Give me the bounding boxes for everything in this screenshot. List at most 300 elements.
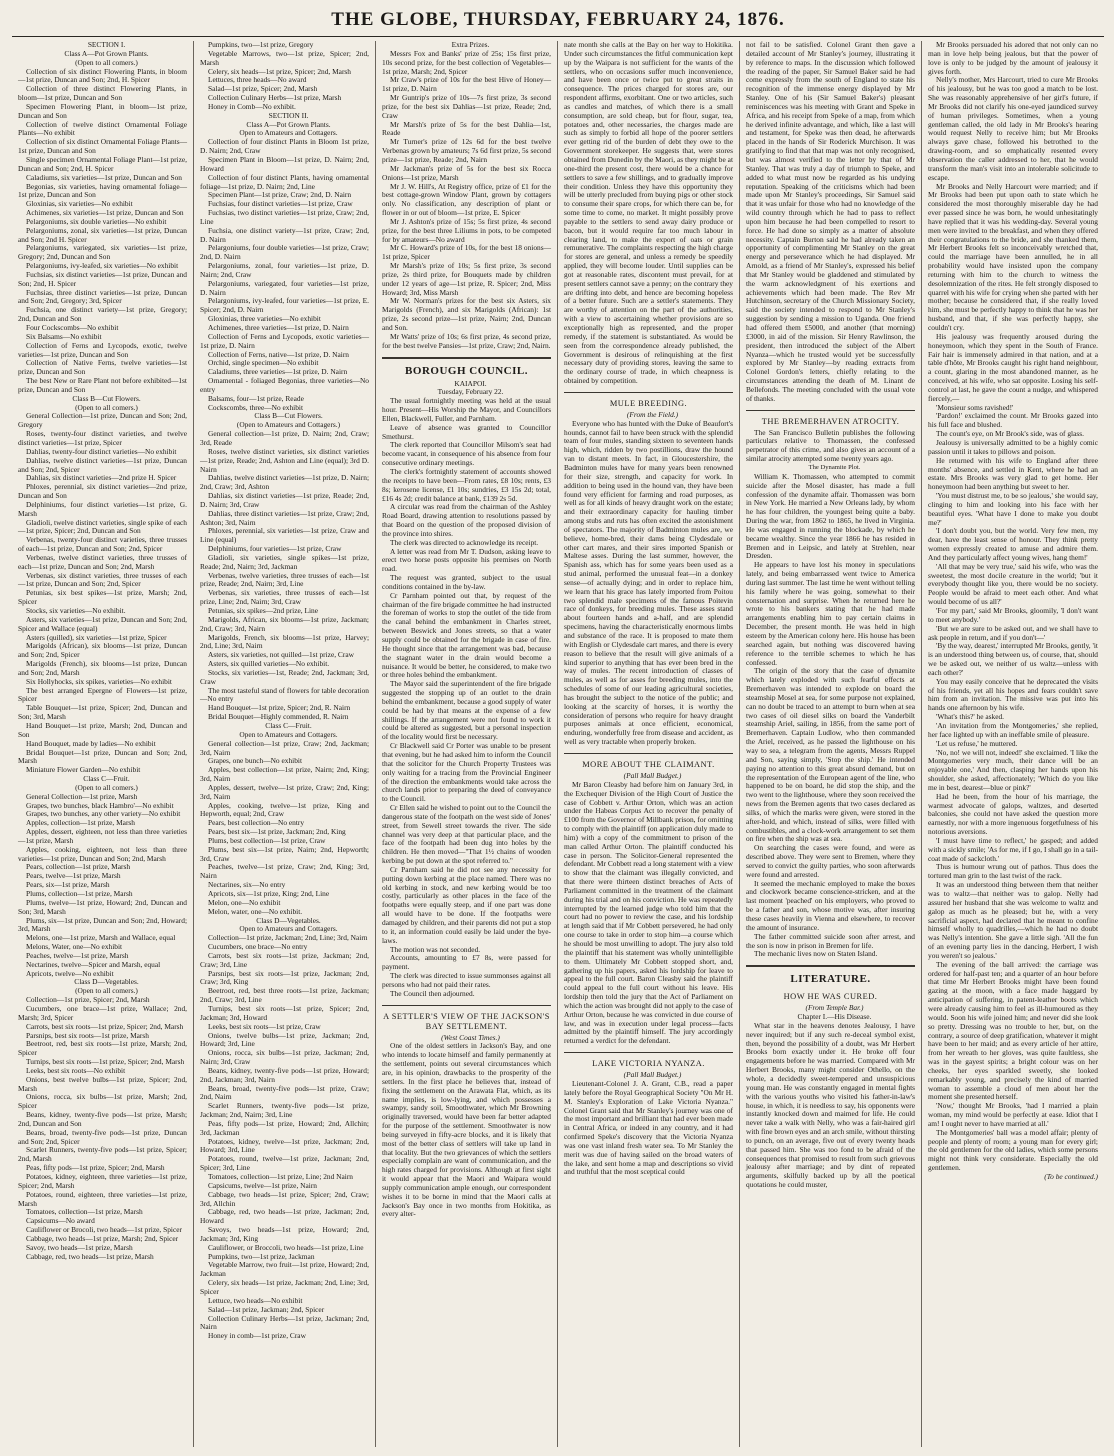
prize-list — [18, 68, 187, 395]
paragraph: Caladiums, three varieties—1st prize, D. Nairn — [208, 367, 348, 377]
article-source: (From the Field.) — [626, 409, 679, 419]
paragraph: Mr Marsh's prize of 10s; 5s first prize, 3s second prize, 2s third prize, for Bouquets made by children under 12 years of age—1st prize, R. Spicer; 2nd, Miss Howard; 3rd, Miss Marsh — [382, 261, 551, 297]
paragraph: Plums, collection—1st prize, Marsh — [26, 889, 133, 898]
class-heading: Class C—Fruit. — [83, 774, 130, 784]
paragraph: 'I don't doubt you, but the world. Very few men, my dear, have the least sense of honour. They think pretty women expressly created to amuse and admire them. And they particularly affect young wives, hang them!' — [928, 526, 1098, 562]
paragraph: Verbenas, six varieties, three trusses of each—1st prize, Line; 2nd, Nairn; 3rd, Craw — [200, 588, 369, 607]
paragraph: Pears, best six—1st prize, Jackman; 2nd, King — [208, 827, 346, 837]
section-headline: LITERATURE. — [790, 973, 871, 986]
paragraph: Asters, six varieties, not quilled—1st prize, Craw — [208, 650, 354, 660]
paragraph: Fuchsias, three distinct varieties—1st prize, Duncan and Son; 2nd, Gregory; 3rd, Spicer — [18, 287, 187, 306]
paragraph: Cr Parnham said he did not see any necessity for putting down kerbing at the place named. There was no old kerbing in stock, and new kerbing would be too costly, particularly as other places in the face of the footpaths were equally steep, and if one part was done all would have to be done. If the footpaths were damaged by children, and their parents did not put a stop to it, an information could easily be laid under the bye-laws. — [382, 864, 551, 945]
paragraph: 'Let us refuse,' he muttered. — [936, 738, 1018, 748]
paragraph: Jealousy is universally admitted to be a highly comic passion until it takes to pillows and poison. — [928, 437, 1098, 456]
paragraph: 'No, no! we will not, indeed!' she exclaimed. 'I like the Montgomeries very much, their dance will be an enjoyable one,' And then, clasping her hands upon his shoulder, she asked, affectionately; 'Which do you like me in best, dearest—blue or pink?' — [928, 747, 1098, 792]
paragraph: Specimen Plant—1st prize, Craw; 2nd, D. Nairn — [208, 190, 352, 200]
paragraph: Apples, best collection—1st prize, Nairn; 2nd, King; 3rd, Nairn — [200, 765, 369, 784]
paragraph: Nelly's mother, Mrs Harcourt, tried to cure Mr Brooks of his jealousy, but he was too good a match to be lost. She was reasonably apprehensive of her girl's future, if Mr Brooks did not clarify his one-eyed jaundiced survey of human privileges. Sometimes, when a young gentleman called, the old lady in Mr Brooks's hearing would request Nelly to receive him; but Mr Brooks always gave chase, followed his betrothed to the drawing-room, and so emphatically resented every observation the caller addressed to her, that he would transform the man's visit into an intolerable solicitude to escape. — [928, 75, 1098, 182]
paragraph: Pelargoniums, four double varieties—1st prize, Craw; 2nd, D. Nairn — [200, 243, 369, 262]
paragraph: 'All that may be very true,' said his wife, who was the sweetest, the most docile creature in the world; 'but it everybody thought like you, there would be no society. People would be afraid to meet each other. And what would become of us all?' — [928, 561, 1098, 607]
paragraph: Melons, one—1st prize, Marsh and Wallace, equal — [26, 933, 176, 943]
paragraph: Verbenas, twelve distinct varieties, three trusses of each—1st prize, Duncan and Son; 2nd, Marsh — [18, 552, 187, 571]
paragraph: Asters (quilled), six varieties—1st prize, Spicer — [26, 632, 167, 642]
paragraph: Potatoes, round, twelve—1st prize, Jackman; 2nd, Spicer; 3rd, Line — [200, 1154, 369, 1173]
paragraph: Pelargoniums, zonal, four varieties—1st prize, D. Nairn; 2nd, Craw — [200, 261, 369, 279]
paragraph: Beans, broad, twenty-five pods—1st prize, Duncan and Son; 2nd, Spicer — [18, 1127, 187, 1146]
paragraph: Four Cockscombs—No exhibit — [26, 323, 119, 332]
paragraph: General Collection—1st prize, Duncan and Son; 2nd, Gregory — [18, 411, 187, 430]
story-headline: HOW HE WAS CURED. — [783, 992, 878, 1002]
paragraph: Plums, twelve—1st prize, Howard; 2nd, Duncan and Son; 3rd, Marsh — [18, 897, 187, 916]
paragraph: Peaches, twelve—1st prize, Marsh — [26, 950, 129, 960]
paragraph: Orchid, single specimen—No exhibit — [208, 358, 319, 368]
paragraph: Mr Jackman's prize of 5s for the best six Rocca Onions—1st prize, Marsh — [382, 163, 551, 182]
paragraph: He returned with his wife to England after three months' absence, and settled in Kent, where he had an estate. Mrs Brooks was very glad to get home. Her honeymoon had been anything but sweet to her. — [928, 455, 1098, 492]
paragraph: Peaches, twelve—1st prize, Craw; 2nd, King; 3rd, Nairn — [200, 862, 369, 881]
paragraph: Turnips, best six roots—1st prize, Spicer; 2nd, Marsh — [26, 1057, 185, 1067]
paragraph: Asters, six varieties—1st prize, Duncan and Son; 2nd, Spicer and Wallace (equal) — [18, 614, 187, 633]
paragraph: Apples, collection—1st prize, Marsh — [26, 818, 135, 828]
class-note: (Open to Amateurs and Cottagers.) — [236, 420, 341, 430]
paragraph: Thus is humour wrung out of pathos. Thus does the tortured man grin to the last twist of the rack. — [928, 862, 1098, 881]
paragraph: Fuchsias, six distinct varieties—1st prize, Duncan and Son; 2nd, H. Spicer — [18, 269, 187, 288]
paragraph: 'For my part,' said Mr Brooks, gloomily, 'I don't want to meet anybody.' — [928, 606, 1098, 624]
paragraph: Specimen Flowering Plant, in bloom—1st prize, Duncan and Son — [18, 101, 187, 120]
paragraph: The clerk was directed to issue summonses against all persons who had not paid their rates. — [382, 971, 551, 989]
paragraph: Cr Blackwell said Cr Porter was unable to be present that evening, but he had asked him to inform the Council that the solicitor for the Church Property Trustees was only waiting for a tracing from the Provincial Engineer of the direction the embankments would take across the church lands prior to preparing the deed of conveyance to the Council. — [382, 741, 551, 804]
paragraph: Cauliflower or Brocoli, two heads—1st prize, Spicer — [26, 1225, 182, 1235]
paragraph: Plums, best six—1st prize, Nairn; 2nd, Hepworth; 3rd, Craw — [200, 844, 369, 863]
paragraph: The clerk's fortnightly statement of accounts showed the receipts to have been—From rates, £8 10s; rents, £3 8s; kerosene license, £1 10s; sundries, £3 15s 2d; total, £16 4s 2d; credit balance at bank, £139 2s 5d. — [382, 466, 551, 503]
paragraph: Leave of absence was granted to Councillor Smethurst. — [382, 422, 551, 441]
prize-list — [18, 412, 187, 775]
paragraph: Apples, cooking, twelve—1st prize, King and Hepworth, equal; 2nd, Craw — [200, 800, 369, 819]
paragraph: Marigolds, French, six blooms—1st prize, Harvey; 2nd, Line; 3rd, Nairn — [200, 632, 369, 651]
paragraph: The request was granted, subject to the usual conditions contained in the by-law. — [382, 573, 551, 591]
paragraph: Collection—1st prize, Jackman; 2nd, Line; 3rd, Nairn — [208, 933, 368, 943]
paragraph: Parsnips, best six roots—1st prize, Marsh — [26, 1030, 149, 1040]
paragraph: Mr Craw's prize of 10s for the best Hive of Honey—1st prize, D. Nairn — [382, 75, 551, 94]
class-note: Open to Amateurs and Cottagers. — [239, 128, 338, 138]
paragraph: Grapes, two bunches, any other variety—No exhibit — [26, 809, 181, 819]
paragraph: The clerk was directed to acknowledge its receipt. — [390, 537, 539, 547]
paragraph: Collection of Ferns and Lycopods, exotic, twelve varieties—1st prize, Duncan and Son — [18, 340, 187, 359]
paragraph: Melon, water, one—No exhibit. — [208, 906, 303, 916]
article-body — [382, 397, 551, 998]
prize-list — [18, 793, 187, 979]
paragraph: Pears, six—1st prize, Marsh — [26, 880, 110, 890]
class-note: Open to Amateurs and Cottagers. — [239, 729, 338, 739]
paragraph: 'By the way, dearest,' interrupted Mr Brooks, gently, 'it is an understood thing between us, of course, that, should we be asked out, we neither of us waltz—unless with each other?' — [928, 641, 1098, 677]
newspaper-page — [12, 6, 1104, 1450]
paragraph: The count's eye, on Mr Brook's side, was of glass. — [936, 429, 1084, 439]
paragraph: Plums, best collection—1st prize, Craw — [208, 835, 326, 845]
paragraph: Pelargoniums, variegated, four varieties—1st prize, D. Nairn — [200, 278, 369, 297]
paragraph: Apples, dessert, twelve—1st prize, Craw; 2nd, King; 3rd, Nairn — [200, 782, 369, 801]
paragraph: One of the oldest settlers in Jackson's Bay, and one who intends to locate himself and family permanently at the settlement, points out several circumstances which are, in his opinion, drawbacks to the prosperity of the settlers. In the first place he believes that, instead of fixing the settlement on the Arawata Flat, which, as its name implies, is low-lying, and which possesses a swampy, sandy soil, Smoothwater, which Mr Browning originally traversed, would have been far better adapted for the purpose of the settlement. Smoothwater is now being surveyed in fifty-acre blocks, and it is likely that most of the better class of settlers will take up land in that locality. But the two grievances of which the settlers especially complain are want of communication, and the high rates charged for provisions. Although at first sight it would appear that the Maori and Waipara would supply communication ample enough, our correspondent wishes it to be borne in mind that the Maori calls at Jackson's Bay once in two months from Hokitika, as every alter- — [382, 1041, 551, 1219]
paragraph: 'But we are sure to be asked out, and we shall have to ask people in return, and if you don't—' — [928, 623, 1098, 642]
class-heading: Class A—Pot Grown Plants. — [64, 48, 149, 58]
paragraph: Beans, kidney, twenty-five pods—1st prize, Marsh; 2nd, Duncan and Son — [18, 1110, 187, 1128]
prize-list — [200, 430, 369, 722]
paragraph: Six Hollyhocks, six spikes, varieties—No exhibit — [26, 676, 172, 686]
paragraph: Dahlias, twelve distinct varieties—1st prize, Duncan and Son; 2nd, Spicer — [18, 455, 187, 474]
paragraph: Dahlias, six distinct varieties—2nd prize H. Spicer — [26, 473, 177, 483]
dateline-place: KAIAPOI. — [454, 378, 487, 388]
article-headline: LAKE VICTORIA NYANZA. — [592, 1059, 705, 1069]
paragraph: Lettuces, three heads—No award — [208, 75, 307, 85]
paragraph: Mr Brooks persuaded his adored that not only can no man in love help being jealous, but that the power of love is only to be judged by the amount of jealousy it gives forth. — [928, 41, 1098, 76]
paragraph: Onions, twelve bulbs—1st prize, Jackman; 2nd, Howard; 3rd, Line — [200, 1030, 369, 1049]
paragraph: Hand Bouquet—1st prize, Spicer; 2nd, R. Nairn — [208, 703, 351, 713]
paragraph: Specimen Plant in Bloom—1st prize, D. Nairn; 2nd, Howard — [200, 154, 369, 173]
paragraph: Achimenes, six varieties—1st prize, Duncan and Son — [26, 208, 184, 218]
article-source: (West Coast Times.) — [441, 1032, 500, 1042]
article-rule — [564, 1052, 733, 1053]
article-body — [564, 781, 733, 1046]
paragraph: The motion was not seconded. — [390, 944, 481, 954]
paragraph: Single specimen Ornamental Foliage Plant—1st prize, Duncan and Son; 2nd, H. Spicer — [18, 154, 187, 173]
article-headline: MULE BREEDING. — [609, 398, 688, 408]
paragraph: Mr Brooks and Nelly Harcourt were married; and if Mr Brooks had been put upon oath to state which he considered the most thoroughly miserable day he had ever passed since he was born, he would unhesitatingly have replied that it was his wedding-day. Several young men were invited to the breakfast, and when they offered their congratulations to the bride, and she thanked them, Mr Herbert Brooks felt so inconceivably wretched that, could the marriage have been annulled, he in all probability would have insisted upon the company returning with him to the church to witness the desolemnization of the rites. He felt strongly disposed to quarrel with his wife for crying when she parted with her mother; because he considered that, if she really loved him, she must be perfectly happy to think that he was her husband, and that, if she was perfectly happy, she couldn't cry. — [928, 181, 1098, 332]
paragraph: Table Bouquet—1st prize, Spicer; 2nd, Duncan and Son; 3rd, Marsh — [18, 703, 187, 722]
paragraph: Gladioli, twelve distinct varieties, single spike of each—1st prize, Spicer; 2nd, Duncan and Son — [18, 517, 187, 536]
paragraph: Leeks, best six roots—No exhibit — [26, 1065, 126, 1075]
prize-list — [200, 138, 369, 412]
paragraph: Collection of twelve distinct Ornamental Foliage Plants—No exhibit — [18, 119, 187, 138]
paragraph: Achimenes, three varieties—1st prize, D. Nairn — [208, 323, 349, 332]
column-4 — [558, 41, 740, 1447]
paragraph: The best arranged Epergne of Flowers—1st prize, Spicer — [18, 685, 187, 704]
paragraph: Roses, twenty-four distinct varieties, and twelve distinct varieties—1st prize, Spicer — [18, 429, 187, 447]
paragraph: The Montgomeries' ball was a model affair; plenty of people and plenty of room; a young man for every girl; the old gentlemen for the old ladies, which some persons might not think very considerate. Especially the old gentlemen. — [928, 1127, 1098, 1173]
paragraph: Beans, kidney, twenty-five pods—1st prize, Howard; 2nd, Jackman; 3rd, Nairn — [200, 1065, 369, 1084]
paragraph: He appears to have lost his money in speculations lately, and being embarrassed went twice to America during last summer. The last time he went without telling his family where he was going, somewhat to their consternation and surprise. When he returned here he wrote to his bankers stating that he had made arrangements enabling him to pay certain claims in December, the present month. He was held in high esteem by the American colony here. His house has been searched again, but nothing was discovered having reference to the terrible schemes to which he has confessed. — [746, 560, 916, 667]
paragraph: 'Monsieur soms ravished!' — [936, 402, 1014, 412]
article-headline: BOROUGH COUNCIL. — [405, 364, 528, 377]
paragraph: Collection of four distinct Plants in Bloom 1st prize, D. Nairn; 2nd, Craw — [200, 137, 369, 156]
article-continuation: nate month she calls at the Bay on her way to Hokitika. Under such circumstances the fitful communication kept up by the Waipara is not sufficient for the wants of the settlers, who on occasions suffer much inconvenience, and have been once or twice put to great straits in consequence. The prices charged for stores are, our respondent affirms, exorbitant. One or two articles, such as candles and matches, of which there is a small consumption, are sold cheap, but for flour, sugar, tea, potatoes and, other necessaries, the charges made are such as simply to forbid all hope of the poorer settlers ever getting rid of the burden of debt they owe to the Government storekeeper. He suggests that, were stores obtained from Dunedin by the Maori, as they might be at one-third the present cost, there would be a chance for settlers to save a few shillings, and to gradually improve their condition. Unless they have this opportunity they will be utterly precluded from buying pigs or other stock to consume their spare crops, for which there can be, for some time to come, no market. It might possibly prove payable to the settlers to send away dairy produce or bacon, but it would require far too much labour in clearing land, to make the export of oats or grain remunerative. The complaints respecting the high charge for stores are general, and unless a remedy be speedily applied, they will become louder. Until supplies can be got at reasonable rates, discontent must prevail, for at present settlers cannot save a penny; on the contrary they are drifting into debt, and hence are becoming hopeless of a better future. Such are a settler's statements. They are worthy of attention on the part of the authorities, with a view to ascertaining whether provisions are so exceptionally high as represented, and the proper remedy, if the statement is substantiated. As would be seen from the correspondence already published, the Government is desirous of relinquishing at the first necessary duty of providing stores, leaving the same to the ordinary course of trade, in which cheapness is obtained by competition. — [564, 41, 733, 386]
paragraph: Pelargoniums, ivy-leafed, six varieties—No exhibit — [26, 261, 179, 271]
paragraph: Delphiniums, four varieties—1st prize, Craw — [208, 544, 342, 554]
article-rule — [564, 392, 733, 393]
paragraph: Scarlet Runners, twenty-five pods—1st prize, Jackman; 2nd, Nairn; 3rd, Line — [200, 1101, 369, 1120]
paragraph: Capsicums—No award — [26, 1216, 95, 1226]
dateline-date: Tuesday, February 22. — [437, 387, 504, 397]
article-rule — [382, 1005, 551, 1006]
article-source: (Pall Mall Budget.) — [623, 770, 682, 780]
paragraph: Dahlias, twelve distinct varieties—1st prize, D. Nairn; 2nd, Craw; 3rd, Ashton — [200, 473, 369, 492]
paragraph: It seemed the mechanic employed to make the boxes and clockwork became conscience-stricken, and at the last moment 'peached' on his employers, who proved to be a father and son, whose motive was, after insuring these cases heavily in Vienna and elsewhere, to recover the amount of insurance. — [746, 878, 915, 932]
paragraph: Mr Marsh's prize of 5s for the best Dahlia—1st, Reade — [382, 119, 551, 138]
paragraph: Pears, twelve—1st prize, Marsh — [26, 871, 121, 881]
paragraph: Mr J. Ashton's prize of 15s; 5s first prize, 4s second prize, for the best three Liliums in pots, to be competed for by amateurs—No award — [382, 216, 551, 244]
paragraph: Beans, broad, twenty-five pods—1st prize, Craw; 2nd, Nairn — [200, 1083, 369, 1102]
paragraph: Miniature Flower Garden—No exhibit — [26, 765, 141, 775]
paragraph: Fuchsia, one distinct variety—1st prize, Gregory; 2nd, Duncan and Son — [18, 305, 187, 324]
paragraph: Marigolds (African), six blooms—1st prize, Duncan and Son; 2nd, Spicer — [18, 641, 187, 660]
article-headline: MORE ABOUT THE CLAIMANT. — [582, 759, 715, 769]
paragraph: 'I must have time to reflect,' he gasped; and added with a sickly smile; 'As for me, if I go, I shall go in a tail-coat made of sackcloth.' — [928, 835, 1098, 863]
paragraph: A circular was read from the chairman of the Ashley Road Board, drawing attention to resolutions passed by that Board on the question of the proposed division of the province into shires. — [382, 502, 551, 538]
paragraph: Cucumbers, one brace—No entry — [208, 942, 308, 952]
article-body — [564, 1080, 733, 1177]
paragraph: Marigolds (French), six blooms—1st prize, Duncan and Son; 2nd, Marsh — [18, 659, 187, 677]
paragraph: Nectarines, six—No entry — [208, 880, 286, 890]
paragraph: Pears, collection—1st prize, Marsh — [26, 862, 131, 872]
paragraph: The Mayor said the superintendent of the fire brigade suggested the stopping up of an outlet to the drain behind the embankment, because a good supply of water could be had by that means at the expense of a few shillings. If the arrangement were not found to work it could be altered as suggested, but a personal inspection of the locality would first be necessary. — [382, 679, 551, 742]
paragraph: Ornamental - foliaged Begonias, three varieties—No entry — [200, 376, 369, 394]
paragraph: Turnips, best six roots—1st prize, Spicer; 2nd, Jackman; 3rd, Howard — [200, 1003, 369, 1022]
class-heading: Class B—Cut Flowers. — [72, 393, 141, 403]
paragraph: Hand Bouquet, made by ladies—No exhibit — [26, 738, 156, 748]
paragraph: Bridal Bouquet—1st prize, Duncan and Son; 2nd, Marsh — [18, 747, 187, 766]
paragraph: Gladioli, six varieties, single spikes—1st prize, Reade; 2nd, Nairn; 3rd, Jackman — [200, 552, 369, 571]
paragraph: Fuchsias, four distinct varieties—1st prize, Craw — [208, 199, 353, 209]
paragraph: The most tasteful stand of flowers for table decoration—No entry — [200, 685, 369, 704]
paragraph: Cabbage, red, two heads—1st prize, Marsh — [26, 1251, 154, 1261]
paragraph: Everyone who has hunted with the Duke of Beaufort's hounds, cannot fail to have been struck with the splendid team of four mules, standing sixteen to seventeen hands high, which, ridden by two postillions, draw the hound van to distant meets. In fact, in Gloucestershire, the Badminton mules have for many years been renowned for their size, strength, and capacity for work. In addition to being used in the hound van, they have been found very efficient for farming and road purposes, as well as for all kinds of heavy draught work on the estate; and their extraordinary capacity for hauling timber among stubs and ruts has often excited the astonishment of spectators. The majority of Badminton mules are, we believe, home-bred, their dams being Clydesdale or other cart mares, and their sires imported Spanish or Maltese asses. During the last summer, however, the Spanish ass, which has for some years been used as a stud animal, performed the unusual feat—in a donkey sense—of actually dying; and in order to replace him, we learn that his grace has lately imported from Poitou two splendid male specimens of the famous Poitevin race of donkeys, for breeding mules. These asses stand about fourteen hands and a-half, and are splendid specimens, having the characteristically enormous limbs and substance of the race. It is proposed to mate them with English or Clydesdale cart mares, and there is every reason to believe that the result will give animals of a kind superior to anything that has ever been bred in the way of mules. The recent introduction of classes of mules, as well as for asses for breeding mules, into the schedules of some of our leading agricultural societies, has brought the subject to the notice of the public; and looking at the scarcity of horses, it is worthy the consideration of persons who require for heavy draught purposes animals at once efficient, economical, enduring, wonderfully free from disease and accident, as well as very tractable when properly broken. — [564, 418, 733, 747]
prize-list — [18, 996, 187, 1261]
class-note: (Open to all comers.) — [75, 986, 138, 996]
paragraph: Collection Culinary Herbs—1st prize, Jackman; 2nd, Nairn — [200, 1313, 369, 1332]
article-rule — [564, 753, 733, 754]
paragraph: General Collection—1st prize, Marsh — [26, 791, 138, 801]
article-body — [564, 420, 733, 747]
paragraph: Salad—1st prize, Jackman; 2nd, Spicer — [208, 1304, 325, 1314]
article-source: (From Temple Bar.) — [805, 1003, 864, 1013]
paragraph: Mr C. Howard's prize of 10s, for the best 18 onions—1st prize, Spicer — [382, 243, 551, 262]
paragraph: Dahlias, six distinct varieties—1st prize, Reade; 2nd, D. Nairn; 3rd, Craw — [200, 491, 369, 509]
paragraph: Apricots, six—1st prize, King; 2nd, Line — [208, 889, 330, 898]
paragraph: Melons, Water, one—No exhibit — [26, 942, 123, 952]
paragraph: Honey in comb—1st prize, Craw — [208, 1331, 306, 1341]
paragraph: Cauliflower, or Broccoli, two heads—1st prize, Line — [208, 1242, 364, 1252]
paragraph: The mechanic lives now on Staten Island. — [754, 949, 878, 959]
paragraph: 'Now,' thought Mr Brooks, 'had I married a plain woman, my mind would be perfectly at ease. Idiot that I am! I ought never to have married at all.' — [928, 1101, 1098, 1128]
article-body — [382, 1042, 551, 1219]
paragraph: Apricots, twelve—No exhibit — [26, 968, 114, 978]
paragraph: Pumpkins, two—1st prize, Jackman — [208, 1251, 315, 1261]
paragraph: Delphiniums, four distinct varieties—1st prize, G. Marsh — [18, 499, 187, 518]
extra-prizes-heading: Extra Prizes. — [451, 41, 490, 49]
paragraph: Salad—1st prize, Spicer; 2nd, Marsh — [208, 84, 318, 94]
paragraph: William K. Thomassen, who attempted to commit suicide after the Mosel disaster, has made a full confession of the dynamite affair. Thomassen was born in New York. He married a New Orleans lady, by whom he has four children, the youngest being quite a baby. During the war, from 1862 to 1865, he lived in Virginia. He was engaged in running the blockade, by which he became wealthy. Since the year 1866 he has resided in Bremen and in Leipsic, and lately at Strehlen, near Dresden. — [746, 471, 915, 561]
paragraph: 'Pardon!' exclaimed the count. Mr Brooks gazed into his full face and blushed. — [928, 411, 1098, 430]
paragraph: Bridal Bouquet—Highly commended, R. Nairn — [208, 712, 349, 722]
article-body — [746, 473, 915, 959]
paragraph: Apples, cooking, eighteen, not less than three varieties—1st prize, Duncan and Son; 2nd, Marsh — [18, 844, 187, 863]
paragraph: Savoys, two heads—1st prize, Howard; 2nd, Jackman; 3rd, King — [200, 1225, 369, 1243]
paragraph: Mr Turner's prize of 12s 6d for the best twelve Verbenas grown by amateurs; 7s 6d first prize, 5s second prize—1st prize, Reade; 2nd, Nairn — [382, 137, 551, 164]
masthead: THE GLOBE, THURSDAY, FEBRUARY 24, 1876. — [331, 9, 785, 30]
paragraph: Melon, one—No exhibit — [208, 897, 281, 907]
paragraph: Collection of Ferns, native—1st prize, D. Nairn — [208, 349, 350, 359]
paragraph: Collection of six distinct Ornamental Foliage Plants—1st prize, Duncan and Son — [18, 137, 187, 156]
paragraph: Caladiums, six varieties—1st prize, Duncan and Son — [26, 172, 182, 182]
paragraph: Cucumbers, one brace—1st prize, Wallace; 2nd, Marsh; 3rd, Spicer — [18, 1003, 187, 1022]
paragraph: Collection of four distinct Plants, having ornamental foliage—1st prize, D. Nairn; 2nd, Line — [200, 172, 369, 191]
paragraph: Marigolds, African, six blooms—1st prize, Jackman; 2nd, Craw; 3rd, Nairn — [200, 614, 369, 633]
paragraph: Pears, best collection—No entry — [208, 818, 305, 828]
columns — [12, 41, 1104, 1447]
paragraph: Had he been, from the hour of his marriage, the warmest advocate of galops, waltzes, and deserted balconies, she could not have asked the question more earnestly, nor with a more ingenuous forgetfulness of his notorious aversions. — [928, 791, 1098, 837]
article-source: (Pall Mall Budget.) — [623, 1070, 682, 1080]
paragraph: Lieutenant-Colonel J. A. Grant, C.B., read a paper lately before the Royal Geographical Society "On Mr H. M. Stanley's Exploration of Lake Victoria Nyanza." Colonel Grant said that Mr Stanley's journey was one of the most important and brilliant that had ever been made in Central Africa, or indeed in any country, and it had confirmed Speke's discovery that the Victoria Nyanza was one vast inland fresh water sea. To Mr Stanley the merit was due of having sailed on the broad waters of the lake, and sent home a map and descriptions so vivid and truthful that the most sceptical could — [564, 1078, 733, 1177]
class-heading: Class B—Cut Flowers. — [254, 411, 323, 421]
article-body — [746, 1022, 915, 1190]
paragraph: The San Francisco Bulletin publishes the following particulars relative to Thomassen, the confessed perpetrator of this crime, and also gives an account of a similar atrocity attempted some twenty years ago. — [746, 427, 915, 464]
paragraph: Verbenas, six distinct varieties, three trusses of each—1st prize, Duncan and Son; 2nd, Spicer — [18, 570, 187, 589]
paragraph: Celery, six heads—1st prize, Spicer; 2nd, Marsh — [208, 66, 351, 76]
paragraph: Beetroot, red, best three roots—1st prize, Jackman; 2nd, Craw; 3rd, Line — [200, 986, 369, 1005]
paragraph: Begonias, six varieties, having ornamental foliage—1st prize, Duncan and Son — [18, 181, 187, 200]
paragraph: Nectarines, twelve—Spicer and Marsh, equal — [26, 959, 161, 969]
article-rule — [746, 410, 915, 411]
paragraph: Cockscombs, three—No exhibit — [208, 402, 304, 412]
paragraph: Petunias, six best spikes—1st prize, Marsh; 2nd, Spicer — [18, 588, 187, 607]
article-headline: THE BREMERHAVEN ATROCITY. — [761, 416, 900, 426]
paragraph: The origin of the story that the case of dynamite which lately exploded with such fearful effects at Bremerhaven was intended to explode on board the steamship Mosel at sea, for some purpose not explained, can no doubt be traced to an attempt to burn when at sea two cases of oil diesel silks on board the Vanderbilt steamship Ariel, sailing, in 1856, from the same port of Bremerhaven. Captain Ludlow, who then commanded the Ariel, received, as he passed the lighthouse on his way to sea, a telegram from the agents, Messrs Ruppel and Son, saying simply, 'Stop the ship.' He intended paying no attention to this great absurd demand, but on the representation of the European agent of the line, who happened to be on board, he did stop the ship, and the two went to the lighthouse, where they soon received the news from the Bremen agents that two cases declared as silks, of which the marks were given, were stored in the after-hold, and which, instead of silks, were filled with combustibles, and a clock-work arrangement to set them on fire when the ship was at sea. — [746, 666, 915, 844]
column-1 — [12, 41, 194, 1447]
paragraph: Potatoes, kidney, eighteen, three varieties—1st prize, Spicer; 2nd, Marsh — [18, 1172, 187, 1190]
paragraph: You may easily conceive that he deprecated the visits of his friends, yet all his hopes and fears couldn't save him from an invitation. The missive was put into his hands one afternoon by his wife. — [928, 676, 1098, 713]
paragraph: Asters, six quilled varieties—No exhibit. — [208, 659, 330, 669]
class-note: Open to Amateurs and Cottagers. — [239, 924, 338, 934]
paragraph: The best New or Rare Plant not before exhibited—1st prize, Duncan and Son — [18, 376, 187, 394]
prize-list — [200, 934, 369, 1341]
paragraph: Collection of six distinct Flowering Plants, in bloom—1st prize, Duncan and Son; 2nd, H. Spicer — [18, 66, 187, 85]
paragraph: His jealousy was frequently aroused during the honeymoon, which they spent in the South of France. Fair hair is immensely admired in that nation, and at a table d'hôte, Mr Brooks caught his right hand neighbour, a count, glaring in the most abandoned manner, as he conceived, at his wife, who sat opposite. Losing his self-control at last, he gave the count a nudge, and whispered fiercely,— — [928, 331, 1098, 403]
class-heading: Class D—Vegetables. — [256, 915, 321, 925]
paragraph: Potatoes, kidney, twelve—1st prize, Jackman; 2nd, Howard; 3rd, Line — [200, 1136, 369, 1155]
paragraph: The father committed suicide soon after arrest, and the son is now in prison in Bremen for life. — [746, 931, 915, 950]
paragraph: Grapes, one bunch—No exhibit — [208, 756, 303, 766]
paragraph: Mr Watts' prize of 10s; 6s first prize, 4s second prize, for the best twelve Pansies—1st prize, Craw; 2nd, Nairn. — [382, 331, 551, 350]
paragraph: Verbenas, twelve varieties, three trusses of each—1st prize, Reade; 2nd, Nairn; 3rd, Line — [200, 570, 369, 589]
paragraph: Pelargoniums, variegated, six varieties—1st prize, Gregory; 2nd, Duncan and Son — [18, 243, 187, 262]
column-5 — [740, 41, 922, 1447]
paragraph: Gloxinias, six varieties—No exhibit — [26, 199, 133, 209]
prize-list — [200, 41, 369, 112]
paragraph: Verbenas, twenty-four distinct varieties, three trusses of each—1st prize, Duncan and Son; 2nd, Spicer — [18, 535, 187, 554]
class-heading: Class A—Pot Grown Plants. — [246, 119, 331, 129]
paragraph: 'You must distrust me, to be so jealous,' she would say, clinging to him and looking into his face with her beautiful eyes. 'What have I done to make you doubt me?' — [928, 491, 1098, 527]
class-note: (Open to all comers.) — [75, 57, 138, 67]
paragraph: Onions, best twelve bulbs—1st prize, Spicer; 2nd, Marsh — [18, 1074, 187, 1093]
paragraph: Grapes, two bunches, black Hambro'—No exhibit — [26, 800, 174, 810]
paragraph: Honey in Comb—No exhibit. — [208, 101, 296, 111]
paragraph: Phloxes, perennial, six varieties—1st prize, Craw and Line (equal) — [200, 526, 369, 545]
paragraph: Fuchsias, two distinct varieties—1st prize, Craw; 2nd, Line — [200, 208, 369, 226]
paragraph: Peas, fifty pods—1st prize, Spicer; 2nd, Marsh — [26, 1163, 165, 1173]
paragraph: A letter was read from Mr T. Dudson, asking leave to erect two horse posts opposite his premises on North road. — [382, 546, 551, 574]
paragraph: Pelargoniums, ivy-leafed, four varieties—1st prize, E. Spicer; 2nd, D. Nairn — [200, 296, 369, 315]
paragraph: Carrots, best six roots—1st prize, Jackman; 2nd, Craw; 3rd, Line — [200, 950, 369, 969]
paragraph: Capsicums, twelve—1st prize, Nairn — [208, 1180, 317, 1190]
paragraph: Collection of three distinct Flowering Plants, in bloom—1st prize, Duncan and Son — [18, 84, 187, 103]
paragraph: Vegetable Marrow, two fruit—1st prize, Howard; 2nd, Jackman — [200, 1260, 369, 1279]
paragraph: Vegetable Marrows, two—1st prize, Spicer; 2nd, Marsh — [200, 48, 369, 67]
paragraph: Phloxes, perennial, six distinct varieties—2nd prize, Duncan and Son — [18, 482, 187, 501]
section-heading: SECTION I. — [87, 41, 126, 49]
paragraph: Scarlet Runners, twenty-five pods—1st prize, Spicer; 2nd, Marsh — [18, 1145, 187, 1164]
paragraph: What star in the heavens denotes Jealousy, I have never inquired; but if any such re-deceal symbol exist, then, beyond the possibility of a doubt, was Mr Herbert Brooks born exactly under it. He broke off four engagements before he was married. Compared with Mr Herbert Brooks, many might consider Othello, on the whole, a decidedly sweet-tempered and unsuspicious young man. He was constantly engaged in mental fights with the various youths who visited his father-in-law's house, in which, it is needless to say, his opponents were instantly knocked down and maimed for life. He could never take a walk with Nelly, who was a fair-haired girl with fine brown eyes and an arch smile, without thirsting to punch, on an average, five out of every twenty heads that passed him. She was too fond to be afraid of the consequences that promised to result from such grievous jealousy after marriage; and by dint of repeated arguments, skilfully backed up by all the poetical quotations he could muster, — [746, 1020, 915, 1190]
paragraph: Mr Baron Cleasby had before him on January 3rd, in the Exchequer Division of the High Court of Justice the case of Cobbett v. Arthur Orton, which was an action under the Habeas Corpus Act to recover the penalty of £100 from the Governor of Millbank prison, for omitting to comply with the plaintiff (on application duly made to him) with a copy of the commitment to prison of the man called Arthur Orton. The plaintiff conducted his case in person. The Solicitor-General represented the defendant. Mr Cobbett read a long statement with a view to show that the claimant was illegally convicted, and that there were thirteen distinct breaches of Acts of Parliament committed in the treatment of the claimant during his trial and on his conviction. He was repeatedly interrupted by the learned judge who told him that the court had no power to review the case, and his lordship at length said that if Mr Cobbett persevered, he had only one course to take in order to stop him—a course which he should be most unwilling to adopt. The jury also told the plaintiff that his statement was wholly unintelligible to them. Ultimately Mr Cobbett stopped short, and, gathering up his papers, asked his lordship for leave to appeal to the full court. Baron Cleasby said the plaintiff could appeal to the full court without his leave. His lordship then told the jury that the Act of Parliament on which the action was brought did not apply to the case of Arthur Orton, because he was convicted in due course of law, and was in execution under legal process—facts admitted by the plaintiff himself. The jury accordingly returned a verdict for the defendant. — [564, 779, 733, 1046]
paragraph: The clerk reported that Councillor Milsom's seat had become vacant, in consequence of his absence from four consecutive ordinary meetings. — [382, 440, 551, 468]
class-heading: Class D—Vegetables. — [74, 977, 139, 987]
prize-list — [200, 740, 369, 917]
article-body — [746, 429, 915, 464]
paragraph: Dahlias, twenty-four distinct varieties—No exhibit — [26, 446, 177, 456]
paragraph: Plums, six—1st prize, Duncan and Son; 2nd, Howard; 3rd, Marsh — [18, 915, 187, 934]
chapter-heading: Chapter I.—His Disease. — [797, 1012, 872, 1022]
paragraph: Mr Guntrip's prize of 10s—7s first prize, 3s second prize, for the best six Dahlias—1st prize, Reade; 2nd, Craw — [382, 93, 551, 120]
paragraph: Balsams, four—1st prize, Reade — [208, 393, 304, 403]
paragraph: The Council then adjourned. — [390, 988, 475, 998]
paragraph: Onions, rocca, six bulbs—1st prize, Jackman; 2nd, Nairn; 3rd, Craw — [200, 1048, 369, 1067]
paragraph: On searching the cases were found, and were as described above. They were sent to Bremen, where they served to convict the guilty parties, who soon afterwards were found and arrested. — [746, 843, 915, 879]
paragraph: Potatoes, round, eighteen, three varieties—1st prize, Marsh — [18, 1189, 187, 1208]
paragraph: Collection of Native Ferns, twelve varieties—1st prize, Duncan and Son — [18, 358, 187, 377]
article-continuation: not fail to be satisfied. Colonel Grant then gave a detailed account of Mr Stanley's journey, illustrating it by reference to maps. In the discussion which followed the reading of the paper, Sir Samuel Baker said he had come expressly from the south of England to state his recognition of the immense energy displayed by Mr Stanley. One of his (Sir Samuel Baker's) pleasant reminiscences was his meeting with Grant and Speke in Africa, and his receipt from Speke of a map, from which he derived infinite advantage, and which, like a last will and testament, for Speke was then dead, he afterwards placed in the hands of Sir Roderick Murchison. It was gratifying to find that that map was not only recognised, but was almost verified to the letter by that of Mr Stanley. That was truly a day of triumph to Speke, and added to what must now be regarded as his undying reputation. Speaking of the criticisms which had been made upon Mr Stanley's proceedings, Sir Samuel said that it was unfair for those who had no knowledge of the wild country through which he had to pass to reflect upon him because he had been compelled to resort to force. He had done so simply as a matter of absolute necessity. Captain Burton said he had already taken an opportunity of complimenting Mr Stanley on the great energy and perseverance which he had displayed. Mr Arnold, as a friend of Mr Stanley's, expressed his belief that Mr Stanley would be gladdened and stimulated by the warm acknowledgment of his exertions and achievements which had been made. The Rev Mr Hutchinson, secretary of the Church Missionary Society, said the society intended to respond to Mr Stanley's suggestion by sending a mission to Uganda. One friend had offered them £5000, and another (that morning) £3000, in aid of the mission. Sir Henry Rawlinson, the president, then introduced the subject of the Albert Nyanza—which he trusted would yet be successfully explored by Mr Stanley—by reading extracts from Colonel Gordon's letters, chiefly relating to the circumstances attending the death of M. Linant de Bellefonds. The meeting concluded with the usual vote of thanks. — [746, 41, 915, 403]
paragraph: Parsnips, best six roots—1st prize, Jackman; 2nd, Craw; 3rd, King — [200, 968, 369, 987]
paragraph: Cr Ellen said he wished to point out to the Council the dangerous state of the footpath on the west side of Jones' street, from Sewell street towards the river. The side channel was very deep at that particular place, and the face of the footpath had been dug into holes by the children. He then moved—"That 1½ chains of wooden kerbing be put down at the spot referred to." — [382, 803, 551, 866]
class-note: (Open to all comers.) — [75, 782, 138, 792]
paragraph: Celery, six heads—1st prize, Jackman; 2nd, Line; 3rd, Spicer — [200, 1278, 369, 1296]
paragraph: It was an understood thing between them that neither was to waltz—that neither was to galop. Nelly had assured her husband that she was welcome to waltz and galop as much as he pleased; but he, with a very sacrificial aspect, had declared that he meant to confine himself wholly to quadrilles,—which he had no doubt was Nelly's intention. She gave a little sigh. 'All the fun of an evening party lies in the dancing, Herbert, I wish you weren't so jealous.' — [928, 880, 1098, 960]
paragraph: Leeks, best six roots—1st prize, Craw — [208, 1021, 321, 1031]
paragraph: Collection Culinary Herbs—1st prize, Marsh — [208, 93, 342, 103]
column-2 — [194, 41, 376, 1447]
paragraph: 'An invitation from the Montgomeries,' she replied, her face lighted up with an ineffable smile of pleasure. — [928, 720, 1098, 739]
article-headline: A SETTLER'S VIEW OF THE JACKSON'S BAY SETTLEMENT. — [383, 1011, 550, 1031]
column-6 — [922, 41, 1104, 1447]
paragraph: Six Balsams—No exhibit — [26, 331, 102, 341]
class-heading: Class C—Fruit. — [265, 720, 312, 730]
paragraph: The evening of the ball arrived: the carriage was ordered for half-past ten; and a quarter of an hour before that time Mr Herbert Brooks might have been found gazing at the moon, with a face made haggard by anticipation of suffering, in patent-leather boots which were already causing him to feel as ill-humoured as they would. Soon his wife joined him; and never did she look so pretty. Dressing was no trouble to her, but, on the contrary, a source of deep gratification, whatever it might have been to her maid; and as every article of her attire, from her wreath to her gloves, was quite faultless, she was in the gayest spirits; a bright colour was on her cheeks, her eyes sparkled sweetly, she looked remarkably young, and precisely the kind of married woman to assemble a cloud of men about her the moment she presented herself. — [928, 959, 1098, 1102]
extra-prizes-list — [382, 50, 551, 351]
paragraph: Gloxinias, three varieties—No exhibit — [208, 314, 321, 324]
paragraph: Roses, twelve distinct varieties, six distinct varieties—1st prize, Reade; 2nd, Ashton and Line (equal); 3rd D. Nairn — [200, 446, 369, 474]
paragraph: Fuchsia, one distinct variety—1st prize, Craw; 2nd, D. Nairn — [200, 225, 369, 244]
paragraph: Onions, rocca, six bulbs—1st prize, Marsh; 2nd, Spicer — [18, 1092, 187, 1111]
paragraph: Cabbage, two heads—1st prize, Spicer; 2nd, Craw; 3rd, Allchin — [200, 1189, 369, 1208]
paragraph: 'What's this?' he asked. — [936, 712, 1005, 722]
paragraph: Collection of Ferns and Lycopods, exotic varieties—1st prize, D. Nairn — [200, 331, 369, 350]
paragraph: Accounts, amounting to £7 8s, were passed for payment. — [382, 953, 551, 972]
paragraph: Beetroot, red, best six roots—1st prize, Marsh; 2nd, Spicer — [18, 1039, 187, 1058]
article-rule — [746, 965, 915, 967]
paragraph: Hand Bouquet—1st prize, Marsh; 2nd, Duncan and Son — [18, 720, 187, 739]
paragraph: Petunias, six spikes—2nd prize, Line — [208, 606, 319, 615]
paragraph: Tomatoes, collection—1st prize, Marsh — [26, 1207, 143, 1217]
to-be-continued: (To be continued.) — [1044, 1172, 1098, 1181]
article-body — [928, 41, 1098, 1173]
paragraph: General collection—1st prize, Craw; 2nd, Jackman; 3rd, Nairn — [200, 738, 369, 757]
paragraph: The usual fortnightly meeting was held at the usual hour. Present—His Worship the Mayor, and Councillors Ellen, Blackwell, Fuller, and Parnham. — [382, 396, 551, 423]
paragraph: Tomatoes, collection—1st prize, Line; 2nd Nairn — [208, 1172, 353, 1181]
paragraph: Cabbage, red, two heads—1st prize, Jackman; 2nd, Howard — [200, 1207, 369, 1226]
paragraph: Mr J. W. Hill's, At Registry office, prize of £1 for the best cottage-grown Window Plant, grown by cottagers only. No classification, any description of plant or flower in or out of bloom—1st prize, E. Spicer — [382, 181, 551, 218]
paragraph: Cr Parnham pointed out that, by request of the chairman of the fire brigade committee he had instructed the foreman of works to stop the outlet of the tide from the canal behind the embankment in Charles street, between Beswick and Jones streets, so that a water supply could be obtained for the brigade in case of fire. He thought since that the arrangement was bad, because the stagnant water in the drain would become a nuisance. It would be better, he considered, to make two or three holes behind the embankment. — [382, 590, 551, 680]
masthead-rule — [12, 36, 1104, 37]
paragraph: Stocks, six varieties—1st, Reade; 2nd, Jackman; 3rd, Craw — [200, 667, 369, 686]
paragraph: Dahlias, three distinct varieties—1st prize, Craw; 2nd, Ashton; 3rd, Nairn — [200, 508, 369, 527]
paragraph: Stocks, six varieties—No exhibit. — [26, 606, 126, 615]
paragraph: Pelargoniums, zonal, six varieties—1st prize, Duncan and Son; 2nd H. Spicer — [18, 225, 187, 244]
column-3 — [376, 41, 558, 1447]
